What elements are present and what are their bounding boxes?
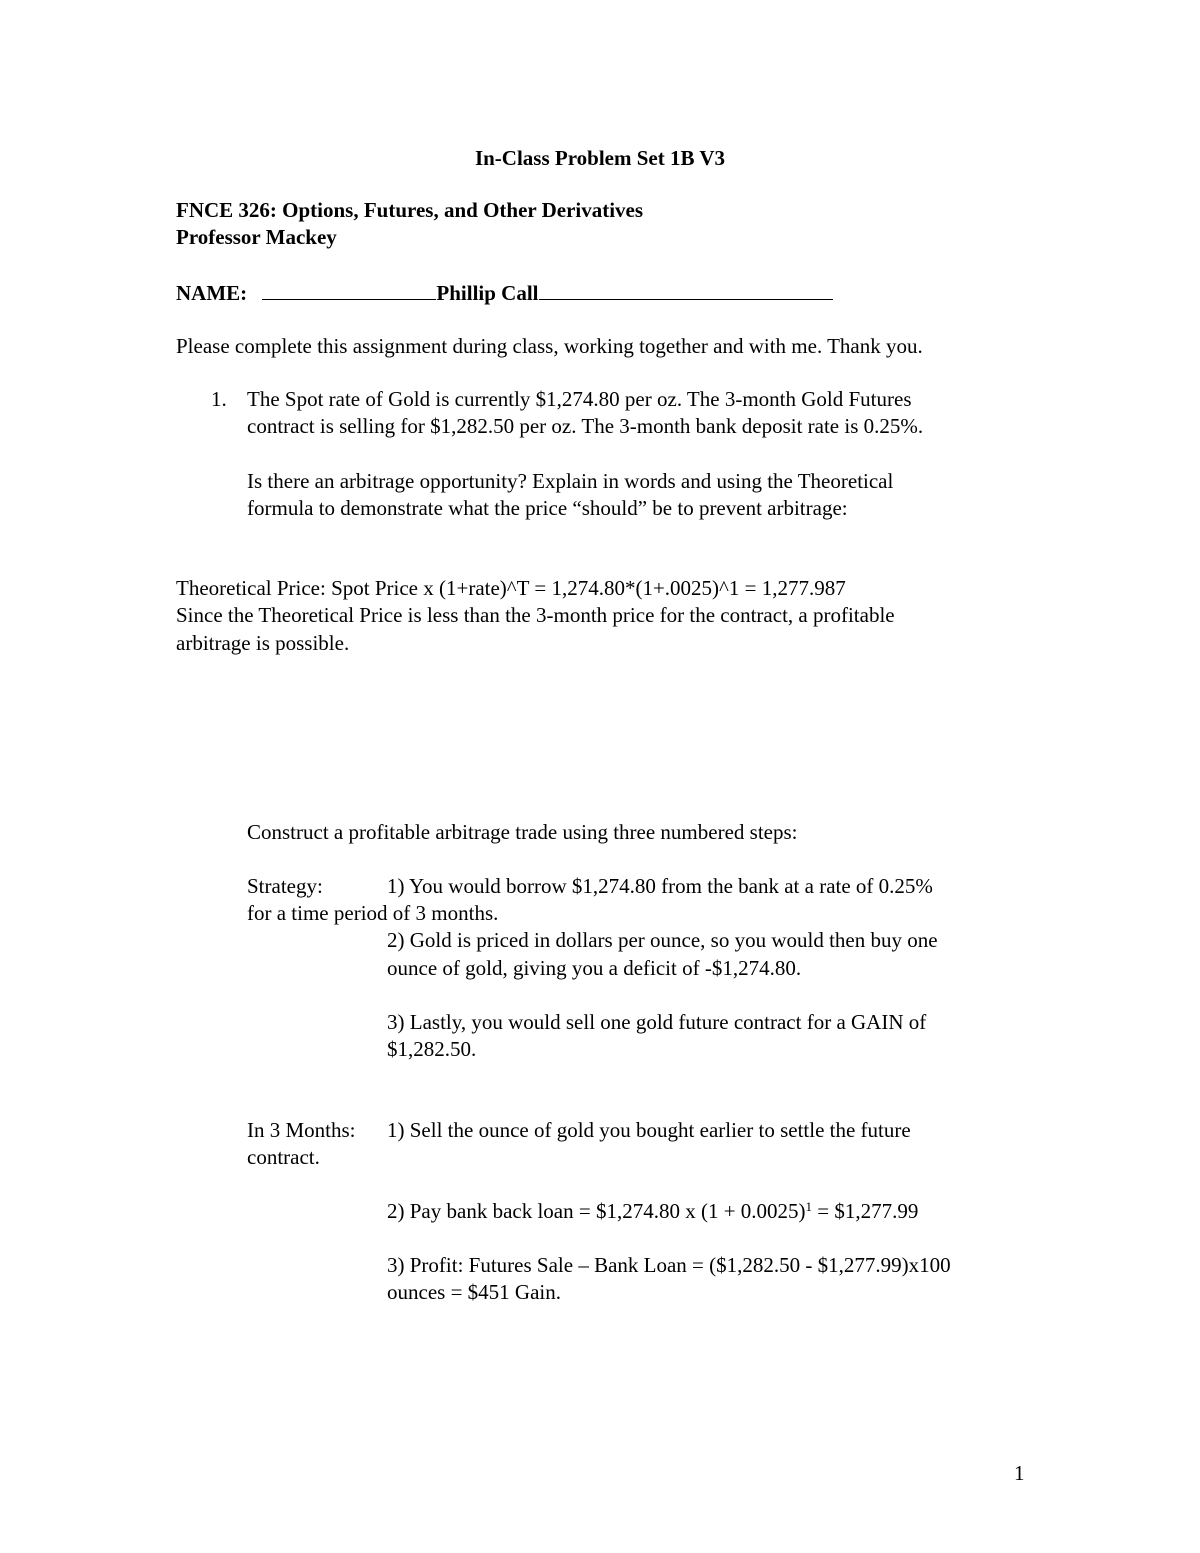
question-line-2: contract is selling for $1,282.50 per oz. The 3-month bank deposit rate is 0.25%. <box>247 414 924 438</box>
name-underline-left <box>262 279 436 300</box>
question-number: 1. <box>211 387 227 411</box>
question-line-3: Is there an arbitrage opportunity? Explain in words and using the Theoretical <box>247 469 894 493</box>
strategy-step-2b: ounce of gold, giving you a deficit of -$1,274.80. <box>387 956 802 980</box>
construct-prompt: Construct a profitable arbitrage trade using three numbered steps: <box>247 820 798 844</box>
answer-formula: Theoretical Price: Spot Price x (1+rate)^T = 1,274.80*(1+.0025)^1 = 1,277.987 <box>176 576 846 600</box>
instructions: Please complete this assignment during class, working together and with me. Thank you. <box>176 334 923 358</box>
name-label: NAME: <box>176 281 248 305</box>
answer-line-3: arbitrage is possible. <box>176 631 350 655</box>
question-line-1: The Spot rate of Gold is currently $1,274.80 per oz. The 3-month Gold Futures <box>247 387 912 411</box>
in-3-months-step-3b: ounces = $451 Gain. <box>387 1280 561 1304</box>
in-3-months-step-1a: 1) Sell the ounce of gold you bought earlier to settle the future <box>387 1118 911 1142</box>
name-underline-right <box>539 279 833 300</box>
in-3-months-step-2 <box>387 1198 918 1225</box>
professor-name: Professor Mackey <box>176 225 337 249</box>
exponent: 1 <box>805 1199 813 1214</box>
step-2-result: = $1,277.99 <box>812 1199 919 1223</box>
course-title: FNCE 326: Options, Futures, and Other Derivatives <box>176 198 644 222</box>
question-line-4: formula to demonstrate what the price “should” be to prevent arbitrage: <box>247 496 848 520</box>
strategy-step-3b: $1,282.50. <box>387 1037 477 1061</box>
name-line <box>176 279 833 307</box>
strategy-step-2a: 2) Gold is priced in dollars per ounce, so you would then buy one <box>387 928 938 952</box>
strategy-step-3a: 3) Lastly, you would sell one gold future contract for a GAIN of <box>387 1010 927 1034</box>
strategy-step-1a: 1) You would borrow $1,274.80 from the bank at a rate of 0.25% <box>387 874 933 898</box>
strategy-step-1b: for a time period of 3 months. <box>247 901 499 925</box>
strategy-label: Strategy: <box>247 874 323 898</box>
document-title: In-Class Problem Set 1B V3 <box>474 146 726 170</box>
answer-line-2: Since the Theoretical Price is less than the 3-month price for the contract, a profitable <box>176 603 895 627</box>
step-2-text: 2) Pay bank back loan = $1,274.80 x (1 + 0.0025) <box>387 1199 806 1223</box>
in-3-months-step-3a: 3) Profit: Futures Sale – Bank Loan = ($1,282.50 - $1,277.99)x100 <box>387 1253 951 1277</box>
in-3-months-label: In 3 Months: <box>247 1118 356 1142</box>
in-3-months-step-1b: contract. <box>247 1145 320 1169</box>
name-value: Phillip Call <box>436 281 539 305</box>
page-number: 1 <box>1014 1461 1025 1485</box>
